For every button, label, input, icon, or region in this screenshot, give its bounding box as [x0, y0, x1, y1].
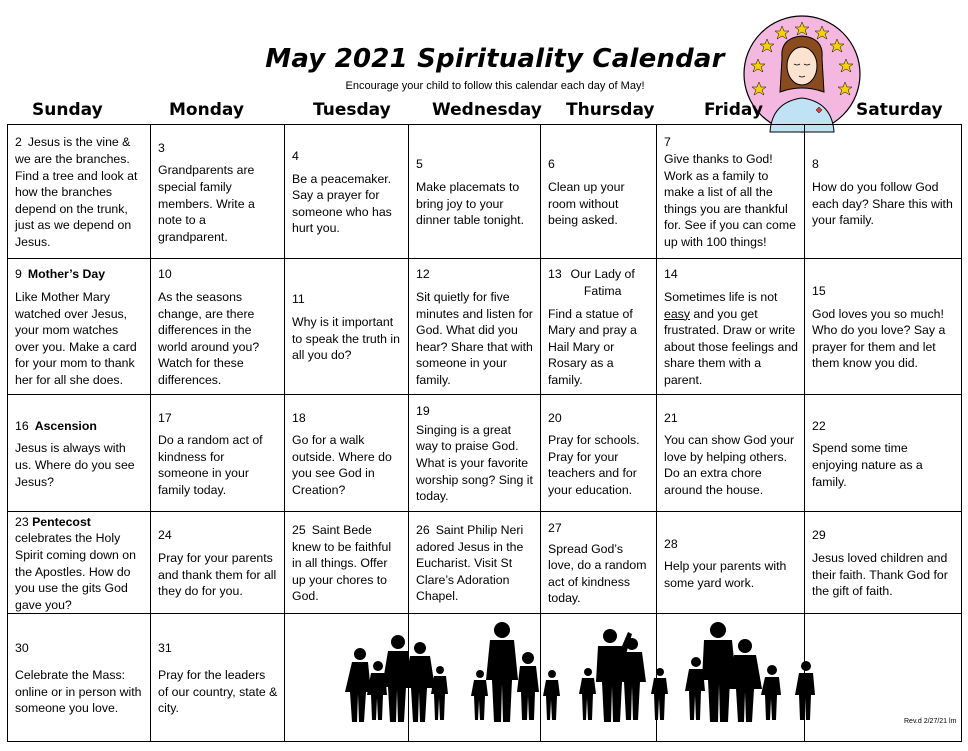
day-cell-29 [805, 512, 962, 614]
day-number: 31 [158, 641, 172, 656]
day-activity: Celebrate the Mass: online or in person with someone you love. [15, 667, 142, 716]
day-cell-21 [657, 395, 805, 512]
day-header-saturday: Saturday [856, 100, 943, 120]
day-cell-25 [285, 512, 409, 614]
feast-name: Ascension [34, 418, 97, 433]
day-number: 11 [292, 292, 305, 307]
day-number: 13 [548, 267, 562, 282]
day-activity: Do a random act of kindness for someone in your family today. [158, 433, 263, 497]
day-activity: Grandparents are special family members. Write a note to a grandparent. [158, 163, 255, 244]
day-activity: Jesus is the vine & we are the branches. Find a tree and look at how the branches depend on the trunk, just as we depend on Jesus. [15, 135, 138, 249]
day-activity: How do you follow God each day? Share this with your family. [812, 179, 953, 228]
day-number: 18 [292, 410, 306, 425]
day-number: 22 [812, 418, 826, 433]
day-number: 12 [416, 267, 430, 282]
day-cell-4 [285, 125, 409, 259]
day-activity: Jesus loved children and their faith. Thank God for the gift of faith. [812, 550, 948, 599]
day-number: 7 [664, 135, 671, 150]
day-cell-28 [657, 512, 805, 614]
day-activity: You can show God your love by helping others. Do an extra chore around the house. [664, 433, 795, 497]
day-number: 10 [158, 267, 172, 282]
revision-note: Rev.d 2/27/21 lm [904, 718, 957, 725]
day-cell-22 [805, 395, 962, 512]
day-activity: adored Jesus in the Eucharist. Visit St Clare’s Adoration Chapel. [416, 539, 524, 604]
day-number: 25 [292, 523, 306, 538]
day-cell-23 [8, 512, 151, 614]
day-activity: Pray for the leaders of our country, state & city. [158, 667, 278, 716]
day-number: 20 [548, 410, 562, 425]
day-activity: celebrates the Holy Spirit coming down on the Apostles. How do you use the gits God gave you? [15, 531, 136, 612]
day-number: 14 [664, 267, 678, 282]
day-header-thursday: Thursday [566, 100, 655, 120]
feast-name: Our Lady of Fatima [570, 267, 635, 299]
day-cell-30 [8, 614, 151, 742]
day-cell-3 [151, 125, 285, 259]
day-cell-10 [151, 259, 285, 395]
calendar-subtitle: Encourage your child to follow this calendar each day of May! [345, 80, 645, 92]
day-cell-14 [657, 259, 805, 395]
day-cell-9 [8, 259, 151, 395]
day-header-sunday: Sunday [32, 100, 103, 120]
day-activity: Help your parents with some yard work. [664, 559, 787, 590]
day-number: 27 [548, 521, 562, 536]
day-cell-17 [151, 395, 285, 512]
day-number: 8 [812, 157, 819, 172]
day-number: 4 [292, 149, 299, 164]
day-number: 21 [664, 410, 678, 425]
day-activity: Sometimes life is not easy and you get frustrated. Draw or write about those feelings and share them with a parent. [664, 290, 799, 387]
day-cell-15 [805, 259, 962, 395]
day-cell-8 [805, 125, 962, 259]
day-activity: Spread God’s love, do a random act of kindness today. [548, 541, 647, 606]
day-number: 16 [15, 418, 29, 433]
day-number: 5 [416, 157, 423, 172]
day-header-friday: Friday [704, 100, 763, 120]
day-activity: Sit quietly for five minutes and listen for God. What did you hear? Share that with someone in your family. [416, 290, 533, 387]
day-activity: Give thanks to God! Work as a family to make a list of all the things you are thankful for. See if you can come up with 100 things! [664, 152, 796, 249]
day-activity: As the seasons change, are there differences in the world around you? Watch for these differences. [158, 290, 260, 387]
day-number: 23 [15, 514, 29, 529]
day-header-tuesday: Tuesday [313, 100, 391, 120]
day-header-wednesday: Wednesday [432, 100, 542, 120]
day-number: 15 [812, 284, 826, 299]
day-number: 3 [158, 140, 165, 155]
day-activity: Clean up your room without being asked. [548, 179, 625, 228]
day-activity: Pray for your parents and thank them for all they do for you. [158, 550, 277, 599]
day-activity: Make placemats to bring joy to your dinner table tonight. [416, 179, 525, 228]
day-number: 19 [416, 404, 430, 419]
day-number: 29 [812, 528, 826, 543]
day-cell-31 [151, 614, 285, 742]
calendar-title: May 2021 Spirituality Calendar [265, 44, 725, 74]
day-cell-7 [657, 125, 805, 259]
day-cell-13 [541, 259, 657, 395]
day-number: 24 [158, 528, 172, 543]
day-cell-2 [8, 125, 151, 259]
day-activity: Go for a walk outside. Where do you see God in Creation? [292, 433, 392, 497]
day-activity: Find a statue of Mary and pray a Hail Mary or Rosary as a family. [548, 306, 637, 387]
feast-name: Saint Philip Neri [435, 523, 524, 538]
feast-name: Saint Bede [311, 523, 372, 538]
day-cell-26 [409, 512, 541, 614]
day-activity: Be a peacemaker. Say a prayer for someone who has hurt you. [292, 171, 392, 236]
day-cell-18 [285, 395, 409, 512]
day-cell-5 [409, 125, 541, 259]
day-cell-20 [541, 395, 657, 512]
feast-name: Pentecost [32, 514, 91, 529]
day-activity: God loves you so much! Who do you love? Say a prayer for them and let them know you did. [812, 306, 946, 371]
day-activity: Singing is a great way to praise God. What is your favorite worship song? Sing it today. [416, 422, 533, 504]
family-silhouette-image [340, 618, 840, 726]
day-activity: Like Mother Mary watched over Jesus, your mom watches over you. Make a card for your mom to thank her for all she does. [15, 290, 137, 387]
day-number: 2 [15, 135, 22, 150]
day-number: 30 [15, 641, 29, 656]
feast-name: Mother’s Day [27, 267, 106, 282]
day-number: 9 [15, 267, 22, 282]
day-cell-24 [151, 512, 285, 614]
day-cell-19 [409, 395, 541, 512]
day-header-monday: Monday [169, 100, 244, 120]
day-cell-6 [541, 125, 657, 259]
day-activity: Spend some time enjoying nature as a family. [812, 441, 923, 489]
day-cell-16 [8, 395, 151, 512]
day-cell-27 [541, 512, 657, 614]
day-activity: Why is it important to speak the truth in all you do? [292, 314, 401, 363]
day-number: 6 [548, 157, 555, 172]
day-activity: knew to be faithful in all things. Offer up your chores to God. [292, 539, 392, 604]
day-number: 17 [158, 410, 172, 425]
day-cell-11 [285, 259, 409, 395]
day-cell-12 [409, 259, 541, 395]
day-activity: Jesus is always with us. Where do you see Jesus? [15, 441, 135, 489]
day-number: 28 [664, 536, 678, 551]
day-number: 26 [416, 523, 430, 538]
day-activity: Pray for schools. Pray for your teachers and for your education. [548, 433, 640, 497]
